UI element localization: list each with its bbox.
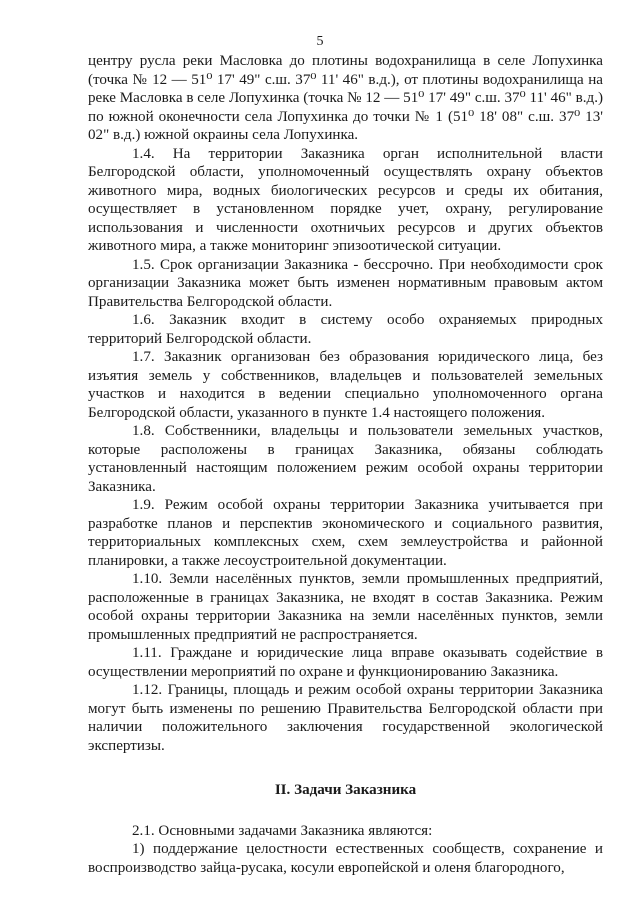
- paragraph-1-7: 1.7. Заказник организован без образования юридического лица, без изъятия земель у собственников, владельцев и пользователей земельных участков и находится в ведении специально уполномоченного органа Белгородской области, указанного в пункте 1.4 настоящего положения.: [88, 349, 603, 421]
- paragraph-2-1-item-1: 1) поддержание целостности естественных сообществ, сохранение и воспроизводство зайца-русака, косули европейской и оленя благородного,: [88, 841, 603, 876]
- paragraph-1-6: 1.6. Заказник входит в систему особо охраняемых природных территорий Белгородской области.: [88, 312, 603, 347]
- paragraph-1-5: 1.5. Срок организации Заказника - бессрочно. При необходимости срок организации Заказника может быть изменен нормативным правовым актом Правительства Белгородской области.: [88, 256, 603, 310]
- paragraph-1-12: 1.12. Границы, площадь и режим особой охраны территории Заказника могут быть изменены по решению Правительства Белгородской области при наличии положительного заключения государственной экологической экспертизы.: [88, 682, 603, 754]
- document-body: [88, 52, 603, 877]
- paragraph-1-10: 1.10. Земли населённых пунктов, земли промышленных предприятий, расположенные в границах Заказника, не входят в состав Заказника. Режим особой охраны территории Заказника на земли населённых пунктов, земли промышленных предприятий не распространяется.: [88, 571, 603, 643]
- paragraph-1-11: 1.11. Граждане и юридические лица вправе оказывать содействие в осуществлении мероприятий по охране и функционированию Заказника.: [88, 645, 603, 680]
- paragraph-1-8: 1.8. Собственники, владельцы и пользователи земельных участков, которые расположены в границах Заказника, обязаны соблюдать установленный настоящим положением режим особой охраны территории Заказника.: [88, 423, 603, 495]
- page-number: 5: [316, 34, 324, 49]
- paragraph-1-4: 1.4. На территории Заказника орган исполнительной власти Белгородской области, уполномоченный осуществлять охрану объектов животного мира, водных биологических ресурсов и среды их обитания, осуществляет в установленном порядке учет, охрану, регулирование использования и численности охотничьих ресурсов и других объектов животного мира, а также мониторинг эпизоотической ситуации.: [88, 145, 603, 254]
- paragraph-boundary-continuation: центру русла реки Масловка до плотины водохранилища в селе Лопухинка (точка № 12 — 51⁰ 17' 49" с.ш. 37⁰ 11' 46" в.д.), от плотины водохранилища на реке Масловка в селе Лопухинка (точка № 12 — 51⁰ 17' 49" с.ш. 37⁰ 11' 46" в.д.) по южной оконечности села Лопухинка до точки № 1 (51⁰ 18' 08" с.ш. 37⁰ 13' 02" в.д.) южной окраины села Лопухинка.: [88, 53, 603, 143]
- paragraph-2-1: 2.1. Основными задачами Заказника являются:: [132, 822, 433, 839]
- paragraph-1-9: 1.9. Режим особой охраны территории Заказника учитывается при разработке планов и перспектив экономического и социального развития, территориальных комплексных схем, схем землеустройства и районной планировки, а также лесоустроительной документации.: [88, 497, 603, 569]
- section-heading: II. Задачи Заказника: [274, 782, 417, 798]
